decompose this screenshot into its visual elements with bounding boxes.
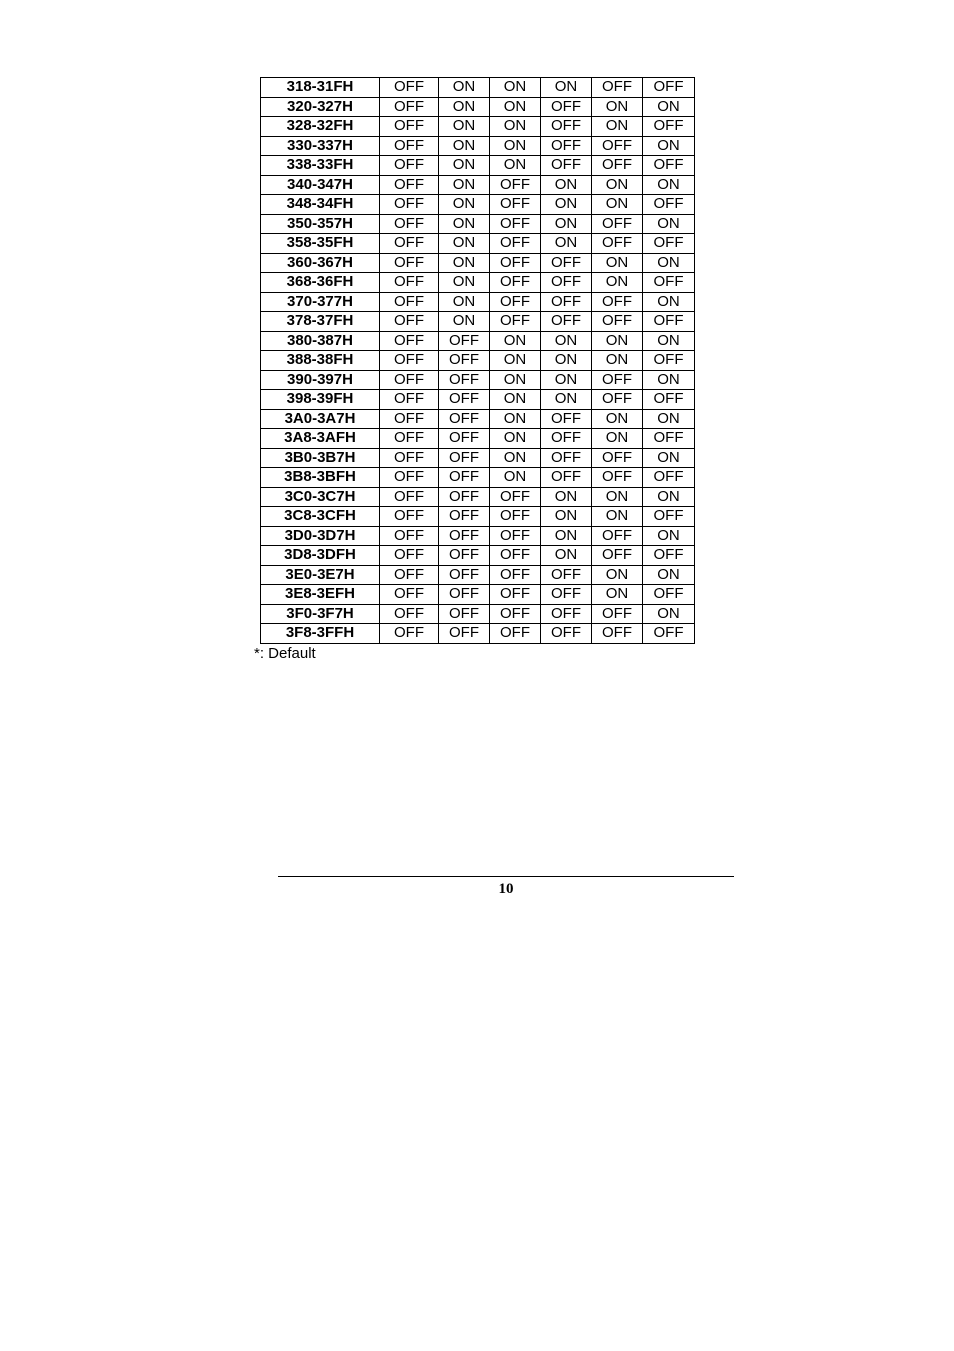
- switch-1-state-cell: OFF: [380, 546, 439, 566]
- switch-2-state-cell: ON: [439, 234, 490, 254]
- switch-6-state-cell: OFF: [643, 273, 695, 293]
- switch-6-state-cell: ON: [643, 97, 695, 117]
- switch-3-state-cell: OFF: [490, 624, 541, 644]
- switch-1-state-cell: OFF: [380, 604, 439, 624]
- table-row: [261, 546, 695, 566]
- switch-3-state-cell: OFF: [490, 234, 541, 254]
- switch-6-state-cell: ON: [643, 331, 695, 351]
- switch-4-state-cell: ON: [541, 526, 592, 546]
- switch-4-state-cell: ON: [541, 370, 592, 390]
- switch-1-state-cell: OFF: [380, 331, 439, 351]
- table-row: [261, 624, 695, 644]
- switch-6-state-cell: OFF: [643, 234, 695, 254]
- switch-4-state-cell: OFF: [541, 253, 592, 273]
- switch-1-state-cell: OFF: [380, 273, 439, 293]
- switch-6-state-cell: OFF: [643, 585, 695, 605]
- switch-6-state-cell: OFF: [643, 390, 695, 410]
- switch-5-state-cell: OFF: [592, 312, 643, 332]
- switch-4-state-cell: OFF: [541, 448, 592, 468]
- table-row: [261, 292, 695, 312]
- switch-5-state-cell: ON: [592, 253, 643, 273]
- address-range-cell: 380-387H: [261, 331, 380, 351]
- switch-6-state-cell: ON: [643, 175, 695, 195]
- switch-1-state-cell: OFF: [380, 156, 439, 176]
- switch-4-state-cell: OFF: [541, 312, 592, 332]
- switch-5-state-cell: ON: [592, 97, 643, 117]
- switch-6-state-cell: OFF: [643, 78, 695, 98]
- table-row: [261, 468, 695, 488]
- switch-3-state-cell: OFF: [490, 604, 541, 624]
- switch-4-state-cell: OFF: [541, 468, 592, 488]
- switch-5-state-cell: OFF: [592, 604, 643, 624]
- address-range-cell: 330-337H: [261, 136, 380, 156]
- address-range-cell: 328-32FH: [261, 117, 380, 137]
- switch-4-state-cell: OFF: [541, 136, 592, 156]
- switch-1-state-cell: OFF: [380, 136, 439, 156]
- switch-4-state-cell: OFF: [541, 97, 592, 117]
- switch-3-state-cell: ON: [490, 117, 541, 137]
- switch-4-state-cell: ON: [541, 214, 592, 234]
- switch-1-state-cell: OFF: [380, 370, 439, 390]
- switch-1-state-cell: OFF: [380, 175, 439, 195]
- switch-2-state-cell: ON: [439, 97, 490, 117]
- switch-6-state-cell: OFF: [643, 624, 695, 644]
- switch-2-state-cell: ON: [439, 292, 490, 312]
- switch-5-state-cell: OFF: [592, 468, 643, 488]
- switch-2-state-cell: ON: [439, 117, 490, 137]
- switch-1-state-cell: OFF: [380, 526, 439, 546]
- switch-5-state-cell: OFF: [592, 234, 643, 254]
- switch-6-state-cell: ON: [643, 136, 695, 156]
- switch-2-state-cell: OFF: [439, 331, 490, 351]
- address-range-cell: 390-397H: [261, 370, 380, 390]
- switch-6-state-cell: ON: [643, 604, 695, 624]
- switch-6-state-cell: ON: [643, 565, 695, 585]
- switch-3-state-cell: OFF: [490, 507, 541, 527]
- switch-2-state-cell: OFF: [439, 507, 490, 527]
- switch-5-state-cell: ON: [592, 195, 643, 215]
- switch-3-state-cell: ON: [490, 370, 541, 390]
- table-row: [261, 487, 695, 507]
- table-row: [261, 370, 695, 390]
- switch-1-state-cell: OFF: [380, 292, 439, 312]
- address-range-cell: 398-39FH: [261, 390, 380, 410]
- switch-4-state-cell: OFF: [541, 565, 592, 585]
- switch-6-state-cell: OFF: [643, 195, 695, 215]
- switch-3-state-cell: OFF: [490, 273, 541, 293]
- switch-3-state-cell: ON: [490, 390, 541, 410]
- switch-5-state-cell: ON: [592, 409, 643, 429]
- address-range-cell: 3C8-3CFH: [261, 507, 380, 527]
- address-range-cell: 3C0-3C7H: [261, 487, 380, 507]
- table-row: [261, 253, 695, 273]
- switch-5-state-cell: ON: [592, 507, 643, 527]
- switch-1-state-cell: OFF: [380, 97, 439, 117]
- table-row: [261, 351, 695, 371]
- switch-3-state-cell: OFF: [490, 526, 541, 546]
- switch-4-state-cell: ON: [541, 507, 592, 527]
- switch-4-state-cell: ON: [541, 234, 592, 254]
- switch-2-state-cell: OFF: [439, 409, 490, 429]
- switch-6-state-cell: OFF: [643, 156, 695, 176]
- switch-6-state-cell: OFF: [643, 351, 695, 371]
- switch-4-state-cell: OFF: [541, 273, 592, 293]
- switch-4-state-cell: ON: [541, 195, 592, 215]
- switch-1-state-cell: OFF: [380, 448, 439, 468]
- dip-switch-address-table: [260, 77, 695, 644]
- switch-3-state-cell: ON: [490, 409, 541, 429]
- switch-6-state-cell: OFF: [643, 117, 695, 137]
- switch-2-state-cell: ON: [439, 214, 490, 234]
- switch-6-state-cell: ON: [643, 292, 695, 312]
- switch-2-state-cell: ON: [439, 195, 490, 215]
- switch-2-state-cell: OFF: [439, 487, 490, 507]
- address-range-cell: 3B8-3BFH: [261, 468, 380, 488]
- switch-6-state-cell: ON: [643, 214, 695, 234]
- switch-6-state-cell: ON: [643, 370, 695, 390]
- switch-3-state-cell: OFF: [490, 195, 541, 215]
- switch-1-state-cell: OFF: [380, 253, 439, 273]
- switch-4-state-cell: OFF: [541, 292, 592, 312]
- switch-2-state-cell: OFF: [439, 370, 490, 390]
- page-number: 10: [498, 881, 514, 897]
- switch-1-state-cell: OFF: [380, 624, 439, 644]
- switch-5-state-cell: OFF: [592, 292, 643, 312]
- switch-5-state-cell: OFF: [592, 448, 643, 468]
- switch-3-state-cell: ON: [490, 429, 541, 449]
- switch-1-state-cell: OFF: [380, 117, 439, 137]
- address-range-cell: 3E8-3EFH: [261, 585, 380, 605]
- switch-5-state-cell: ON: [592, 331, 643, 351]
- switch-2-state-cell: OFF: [439, 448, 490, 468]
- switch-1-state-cell: OFF: [380, 565, 439, 585]
- switch-1-state-cell: OFF: [380, 429, 439, 449]
- switch-3-state-cell: OFF: [490, 312, 541, 332]
- address-range-cell: 360-367H: [261, 253, 380, 273]
- switch-3-state-cell: ON: [490, 136, 541, 156]
- switch-5-state-cell: OFF: [592, 546, 643, 566]
- switch-2-state-cell: OFF: [439, 468, 490, 488]
- table-row: [261, 175, 695, 195]
- address-range-cell: 368-36FH: [261, 273, 380, 293]
- switch-5-state-cell: ON: [592, 487, 643, 507]
- switch-2-state-cell: OFF: [439, 565, 490, 585]
- switch-4-state-cell: OFF: [541, 409, 592, 429]
- switch-4-state-cell: ON: [541, 390, 592, 410]
- switch-2-state-cell: ON: [439, 253, 490, 273]
- switch-6-state-cell: OFF: [643, 507, 695, 527]
- switch-4-state-cell: ON: [541, 175, 592, 195]
- switch-2-state-cell: OFF: [439, 526, 490, 546]
- table-row: [261, 312, 695, 332]
- switch-2-state-cell: OFF: [439, 624, 490, 644]
- address-range-cell: 3A8-3AFH: [261, 429, 380, 449]
- switch-3-state-cell: ON: [490, 78, 541, 98]
- switch-1-state-cell: OFF: [380, 507, 439, 527]
- switch-3-state-cell: ON: [490, 351, 541, 371]
- switch-6-state-cell: ON: [643, 253, 695, 273]
- default-footnote: *: Default: [254, 645, 316, 662]
- switch-4-state-cell: OFF: [541, 624, 592, 644]
- switch-5-state-cell: OFF: [592, 136, 643, 156]
- table-row: [261, 390, 695, 410]
- switch-1-state-cell: OFF: [380, 409, 439, 429]
- switch-3-state-cell: ON: [490, 448, 541, 468]
- table-row: [261, 331, 695, 351]
- switch-2-state-cell: ON: [439, 78, 490, 98]
- address-range-cell: 320-327H: [261, 97, 380, 117]
- table-row: [261, 604, 695, 624]
- table-row: [261, 156, 695, 176]
- switch-6-state-cell: ON: [643, 409, 695, 429]
- table-row: [261, 507, 695, 527]
- switch-3-state-cell: ON: [490, 156, 541, 176]
- address-range-cell: 358-35FH: [261, 234, 380, 254]
- switch-4-state-cell: OFF: [541, 604, 592, 624]
- table-row: [261, 565, 695, 585]
- switch-2-state-cell: ON: [439, 136, 490, 156]
- address-range-cell: 388-38FH: [261, 351, 380, 371]
- switch-3-state-cell: ON: [490, 468, 541, 488]
- address-range-cell: 318-31FH: [261, 78, 380, 98]
- address-range-cell: 348-34FH: [261, 195, 380, 215]
- switch-1-state-cell: OFF: [380, 487, 439, 507]
- table-row: [261, 117, 695, 137]
- switch-1-state-cell: OFF: [380, 214, 439, 234]
- address-range-cell: 3F8-3FFH: [261, 624, 380, 644]
- address-range-cell: 370-377H: [261, 292, 380, 312]
- switch-2-state-cell: ON: [439, 273, 490, 293]
- switch-4-state-cell: ON: [541, 351, 592, 371]
- switch-2-state-cell: ON: [439, 156, 490, 176]
- table-row: [261, 234, 695, 254]
- switch-1-state-cell: OFF: [380, 78, 439, 98]
- switch-2-state-cell: OFF: [439, 604, 490, 624]
- switch-2-state-cell: OFF: [439, 429, 490, 449]
- switch-1-state-cell: OFF: [380, 390, 439, 410]
- switch-1-state-cell: OFF: [380, 351, 439, 371]
- table-row: [261, 78, 695, 98]
- table-row: [261, 585, 695, 605]
- switch-2-state-cell: ON: [439, 312, 490, 332]
- switch-5-state-cell: ON: [592, 585, 643, 605]
- address-range-cell: 3D8-3DFH: [261, 546, 380, 566]
- table-row: [261, 429, 695, 449]
- table-row: [261, 214, 695, 234]
- switch-4-state-cell: OFF: [541, 156, 592, 176]
- switch-2-state-cell: OFF: [439, 351, 490, 371]
- table-row: [261, 273, 695, 293]
- switch-3-state-cell: OFF: [490, 487, 541, 507]
- table-row: [261, 136, 695, 156]
- switch-5-state-cell: OFF: [592, 390, 643, 410]
- switch-6-state-cell: OFF: [643, 429, 695, 449]
- switch-5-state-cell: OFF: [592, 370, 643, 390]
- switch-6-state-cell: ON: [643, 526, 695, 546]
- table-row: [261, 526, 695, 546]
- switch-3-state-cell: OFF: [490, 585, 541, 605]
- switch-1-state-cell: OFF: [380, 468, 439, 488]
- switch-4-state-cell: ON: [541, 331, 592, 351]
- switch-2-state-cell: OFF: [439, 546, 490, 566]
- address-range-cell: 3E0-3E7H: [261, 565, 380, 585]
- switch-5-state-cell: ON: [592, 429, 643, 449]
- switch-1-state-cell: OFF: [380, 312, 439, 332]
- address-range-cell: 3D0-3D7H: [261, 526, 380, 546]
- switch-5-state-cell: ON: [592, 117, 643, 137]
- switch-5-state-cell: OFF: [592, 624, 643, 644]
- switch-1-state-cell: OFF: [380, 585, 439, 605]
- table-row: [261, 409, 695, 429]
- switch-2-state-cell: OFF: [439, 585, 490, 605]
- switch-5-state-cell: OFF: [592, 156, 643, 176]
- switch-3-state-cell: OFF: [490, 546, 541, 566]
- switch-6-state-cell: OFF: [643, 312, 695, 332]
- switch-3-state-cell: OFF: [490, 565, 541, 585]
- switch-2-state-cell: OFF: [439, 390, 490, 410]
- switch-3-state-cell: ON: [490, 97, 541, 117]
- switch-3-state-cell: OFF: [490, 253, 541, 273]
- switch-4-state-cell: OFF: [541, 117, 592, 137]
- switch-3-state-cell: ON: [490, 331, 541, 351]
- switch-4-state-cell: ON: [541, 487, 592, 507]
- switch-5-state-cell: ON: [592, 273, 643, 293]
- table-row: [261, 195, 695, 215]
- switch-3-state-cell: OFF: [490, 292, 541, 312]
- switch-3-state-cell: OFF: [490, 214, 541, 234]
- switch-2-state-cell: ON: [439, 175, 490, 195]
- switch-4-state-cell: ON: [541, 546, 592, 566]
- switch-5-state-cell: OFF: [592, 78, 643, 98]
- switch-3-state-cell: OFF: [490, 175, 541, 195]
- address-range-cell: 3A0-3A7H: [261, 409, 380, 429]
- switch-4-state-cell: OFF: [541, 429, 592, 449]
- switch-5-state-cell: OFF: [592, 526, 643, 546]
- address-range-cell: 3F0-3F7H: [261, 604, 380, 624]
- switch-4-state-cell: ON: [541, 78, 592, 98]
- switch-5-state-cell: ON: [592, 351, 643, 371]
- table-row: [261, 448, 695, 468]
- address-range-cell: 3B0-3B7H: [261, 448, 380, 468]
- table-body: [261, 78, 695, 644]
- switch-6-state-cell: ON: [643, 448, 695, 468]
- switch-5-state-cell: ON: [592, 175, 643, 195]
- switch-6-state-cell: ON: [643, 487, 695, 507]
- address-range-cell: 378-37FH: [261, 312, 380, 332]
- footer-divider: [278, 876, 734, 877]
- switch-5-state-cell: ON: [592, 565, 643, 585]
- switch-4-state-cell: OFF: [541, 585, 592, 605]
- address-range-cell: 338-33FH: [261, 156, 380, 176]
- address-range-cell: 340-347H: [261, 175, 380, 195]
- switch-1-state-cell: OFF: [380, 195, 439, 215]
- table-row: [261, 97, 695, 117]
- switch-1-state-cell: OFF: [380, 234, 439, 254]
- switch-6-state-cell: OFF: [643, 546, 695, 566]
- switch-5-state-cell: OFF: [592, 214, 643, 234]
- address-range-cell: 350-357H: [261, 214, 380, 234]
- switch-6-state-cell: OFF: [643, 468, 695, 488]
